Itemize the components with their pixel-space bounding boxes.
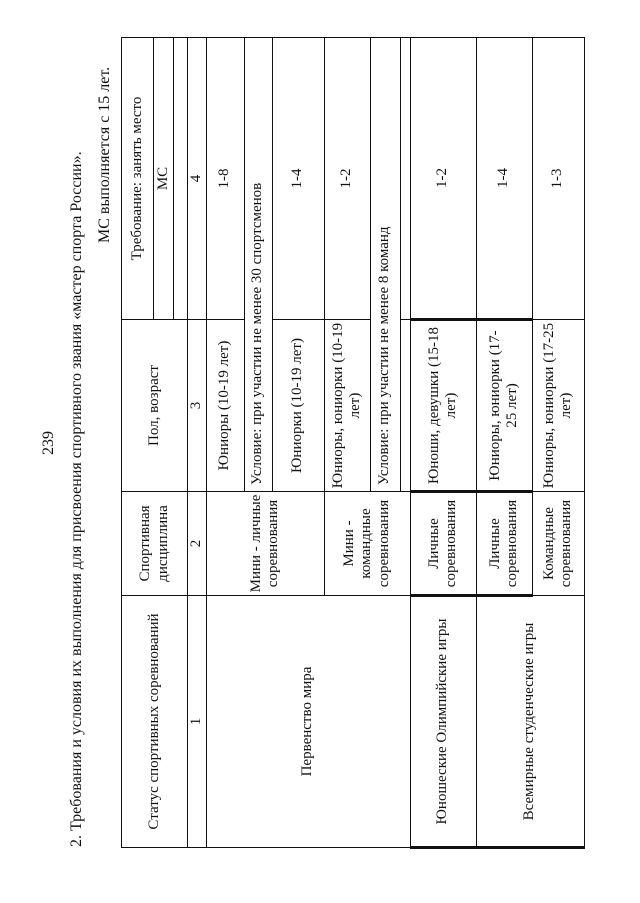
gender-juniors-mf: Юниоры, юниорки (10-19 лет) xyxy=(324,320,370,492)
gender-juniors-student-team: Юниоры, юниорки (17-25 лет) xyxy=(532,320,584,492)
discipline-individual-2: Личные соревнования xyxy=(476,492,532,596)
discipline-mini-individual: Мини - личные соревнования xyxy=(206,492,324,596)
status-student-games: Всемирные студенческие игры xyxy=(476,596,584,848)
discipline-team: Командные соревнования xyxy=(532,492,584,596)
condition-8-teams: Условие: при участии не менее 8 команд xyxy=(370,38,400,492)
status-youth-olympics: Юношеские Олимпийские игры xyxy=(410,596,476,848)
header-gender-age: Пол, возраст xyxy=(122,320,188,492)
place-student-team: 1-3 xyxy=(532,38,584,320)
col-num-2: 2 xyxy=(188,492,207,596)
col-num-1: 1 xyxy=(188,596,207,848)
age-note: МС выполняется с 15 лет. xyxy=(96,66,113,243)
header-row xyxy=(122,38,154,848)
table-row xyxy=(410,38,476,848)
col-num-4: 4 xyxy=(188,38,207,320)
col-num-3: 3 xyxy=(188,320,207,492)
gender-juniors-m: Юниоры (10-19 лет) xyxy=(206,320,244,492)
discipline-individual-1: Личные соревнования xyxy=(410,492,476,596)
table-row xyxy=(206,38,244,848)
page-number: 239 xyxy=(40,431,57,455)
place-student-individual: 1-4 xyxy=(476,38,532,320)
table-row xyxy=(476,38,532,848)
header-ms: МС xyxy=(154,38,174,320)
header-discipline: Спортивная дисциплина xyxy=(122,492,188,596)
section-heading: 2. Требования и условия их выполнения для присвоения спортивного звания «мастер спорта России». xyxy=(68,151,85,847)
place-juniors-f: 1-4 xyxy=(272,38,324,320)
status-world-championship: Первенство мира xyxy=(206,596,410,848)
requirements-table xyxy=(121,37,585,849)
header-requirement: Требование: занять место xyxy=(122,38,154,320)
gender-youth: Юноши, девушки (15-18 лет) xyxy=(410,320,476,492)
gender-juniors-f: Юниорки (10-19 лет) xyxy=(272,320,324,492)
place-youth: 1-2 xyxy=(410,38,476,320)
discipline-mini-team: Мини - командные соревнования xyxy=(324,492,410,596)
column-numbers-row xyxy=(188,38,207,848)
place-juniors-mf: 1-2 xyxy=(324,38,370,320)
place-juniors-m: 1-8 xyxy=(206,38,244,320)
condition-30-athletes: Условие: при участии не менее 30 спортсменов xyxy=(244,38,272,492)
gender-juniors-student-individual: Юниоры, юниорки (17-25 лет) xyxy=(476,320,532,492)
header-status: Статус спортивных соревнований xyxy=(122,596,188,848)
